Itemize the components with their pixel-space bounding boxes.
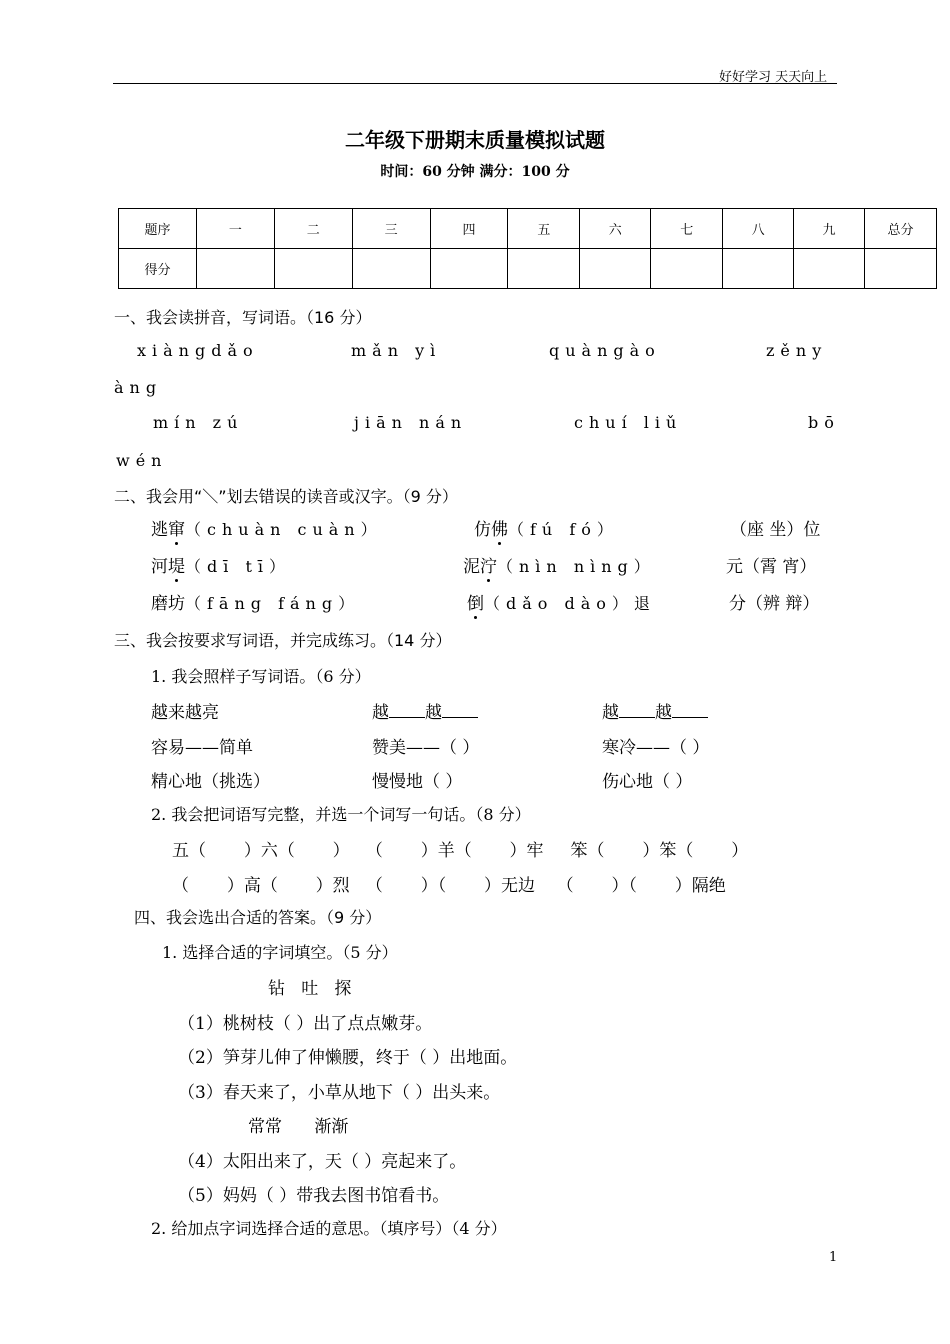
choice-item: 元（霄 宵） xyxy=(726,557,817,577)
fill-blank-item: 越 越 xyxy=(372,698,478,723)
question-text: 1. 选择合适的字词填空。（5 分） xyxy=(162,943,398,962)
pinyin: wén xyxy=(116,451,168,470)
question-text: 1. 我会照样子写词语。（6 分） xyxy=(151,667,371,686)
table-cell: 五 xyxy=(508,209,580,249)
fill-item: （3）春天来了，小草从地下（ ）出头来。 xyxy=(178,1083,501,1103)
score-cell[interactable] xyxy=(864,249,936,289)
table-cell: 四 xyxy=(430,209,508,249)
fill-blank-item: 伤心地（ ） xyxy=(602,772,693,792)
example-word: 精心地（挑选） xyxy=(151,772,270,792)
score-table-header-row xyxy=(119,209,937,249)
section3-heading: 三、我会按要求写词语，并完成练习。（14 分） xyxy=(114,631,452,650)
choice-item: 倒（dǎo dào）退 xyxy=(467,594,656,614)
question-text: 2. 给加点字词选择合适的意思。（填序号）（4 分） xyxy=(151,1219,507,1238)
choice-item: 河堤（dī tī） xyxy=(151,557,291,577)
question-text: 2. 我会把词语写完整，并选一个词写一句话。（8 分） xyxy=(151,805,531,824)
table-cell: 八 xyxy=(723,209,794,249)
example-word: 容易——简单 xyxy=(151,738,253,758)
fill-blank-item: 慢慢地（ ） xyxy=(372,772,463,792)
word-choices: 钻 吐 探 xyxy=(268,979,352,999)
pinyin: chuí liǔ xyxy=(574,413,683,432)
choice-item: 泥泞（nìn nìng） xyxy=(463,557,656,577)
table-cell: 题序 xyxy=(119,209,197,249)
pinyin: zěny xyxy=(766,341,828,360)
pinyin: mǎn yì xyxy=(351,341,442,360)
score-cell[interactable] xyxy=(430,249,508,289)
pinyin: àng xyxy=(114,378,163,397)
score-table-score-row xyxy=(119,249,937,289)
table-cell: 九 xyxy=(794,209,865,249)
choice-item: 磨坊（fāng fáng） xyxy=(151,594,361,614)
pinyin: jiān nán xyxy=(354,413,468,432)
fill-item: （4）太阳出来了，天（ ）亮起来了。 xyxy=(178,1152,467,1172)
pinyin: quàngào xyxy=(549,341,661,360)
score-cell[interactable] xyxy=(580,249,651,289)
table-cell: 三 xyxy=(352,209,430,249)
choice-item: 仿佛（fú fó） xyxy=(474,520,619,540)
pinyin: bō xyxy=(808,413,840,432)
blank[interactable] xyxy=(389,703,425,718)
table-cell: 一 xyxy=(196,209,274,249)
page-subtitle: 时间：60 分钟 满分：100 分 xyxy=(380,164,570,180)
fill-blank-item: 越 越 xyxy=(602,698,708,723)
score-cell[interactable] xyxy=(274,249,352,289)
blank[interactable] xyxy=(672,703,708,718)
fill-item: （5）妈妈（ ）带我去图书馆看书。 xyxy=(178,1186,450,1206)
section4-heading: 四、我会选出合适的答案。（9 分） xyxy=(134,908,382,927)
blank[interactable] xyxy=(619,703,655,718)
table-cell: 二 xyxy=(274,209,352,249)
pinyin: xiàngdǎo xyxy=(137,341,259,360)
fill-blank-item: 寒冷——（ ） xyxy=(602,738,710,758)
example-word: 越来越亮 xyxy=(151,703,219,723)
fill-item: （2）笋芽儿伸了伸懒腰，终于（ ）出地面。 xyxy=(178,1048,518,1068)
word-choices: 常常 渐渐 xyxy=(248,1117,349,1137)
score-cell[interactable] xyxy=(794,249,865,289)
table-cell: 总分 xyxy=(864,209,936,249)
fill-blank-item: 赞美——（ ） xyxy=(372,738,480,758)
table-cell: 七 xyxy=(651,209,723,249)
header-rule xyxy=(113,83,837,84)
blank[interactable] xyxy=(442,703,478,718)
score-cell[interactable] xyxy=(508,249,580,289)
fill-item: （1）桃树枝（ ）出了点点嫩芽。 xyxy=(178,1014,433,1034)
page-number: 1 xyxy=(829,1250,838,1265)
header-motto: 好好学习 天天向上 xyxy=(719,70,828,85)
score-cell[interactable] xyxy=(723,249,794,289)
score-cell[interactable] xyxy=(196,249,274,289)
idiom-row: 五（ ）六（ ） （ ）羊（ ）牢 笨（ ）笨（ ） xyxy=(172,841,749,861)
choice-item: （座 坐）位 xyxy=(730,520,821,540)
table-cell: 得分 xyxy=(119,249,197,289)
score-cell[interactable] xyxy=(651,249,723,289)
score-cell[interactable] xyxy=(352,249,430,289)
choice-item: 逃窜（chuàn cuàn） xyxy=(151,520,383,540)
table-cell: 六 xyxy=(580,209,651,249)
section1-heading: 一、我会读拼音，写词语。（16 分） xyxy=(114,308,372,327)
pinyin: mín zú xyxy=(153,413,244,432)
page-title: 二年级下册期末质量模拟试题 xyxy=(345,128,605,152)
idiom-row: （ ）高（ ）烈 （ ）（ ）无边 （ ）（ ）隔绝 xyxy=(172,876,726,896)
score-table xyxy=(118,208,937,289)
section2-heading: 二、我会用“＼”划去错误的读音或汉字。（9 分） xyxy=(114,487,458,506)
choice-item: 分（辨 辩） xyxy=(729,594,820,614)
